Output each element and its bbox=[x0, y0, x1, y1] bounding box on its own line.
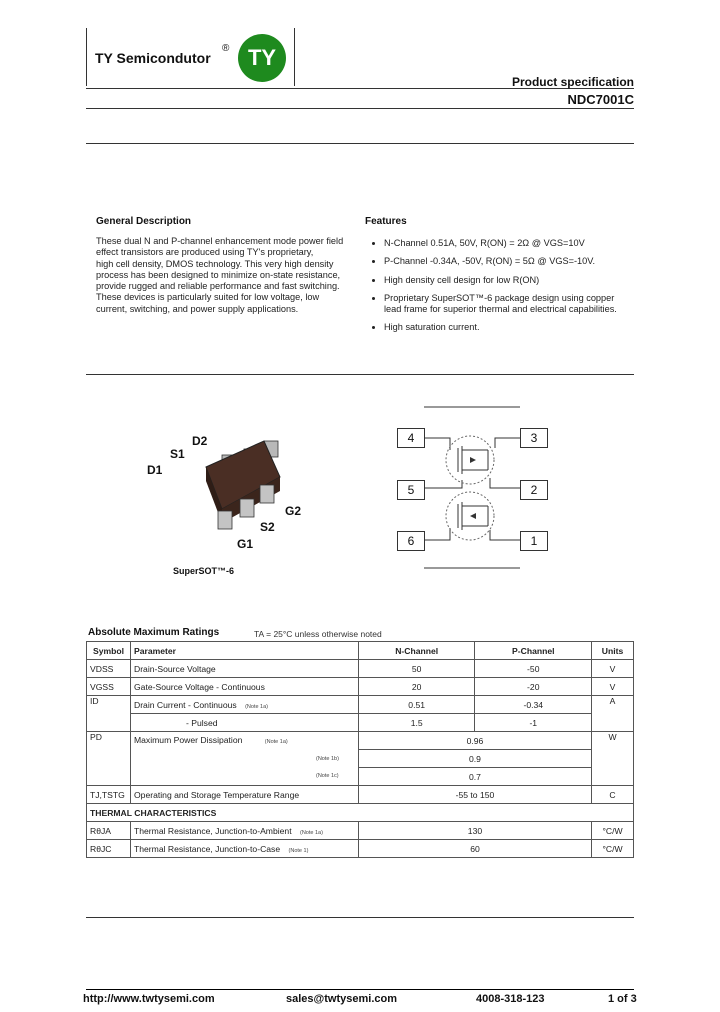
param-cell: Gate-Source Voltage - Continuous bbox=[130, 678, 358, 696]
symbol-cell: RθJC bbox=[87, 840, 131, 858]
desc-line: current, switching, and power supply applications. bbox=[96, 303, 299, 314]
part-number: NDC7001C bbox=[567, 92, 634, 107]
thermal-value: 60 bbox=[358, 840, 591, 858]
feature-item: • P-Channel -0.34A, -50V, R(ON) = 5Ω @ VGS=-10V. bbox=[384, 256, 634, 267]
symbol-cell: ID bbox=[87, 696, 131, 732]
schematic-pin-2: 2 bbox=[520, 480, 548, 500]
pd-note-line bbox=[134, 749, 355, 766]
package-pin bbox=[218, 511, 232, 529]
thermal-value: 130 bbox=[358, 822, 591, 840]
param-cell bbox=[130, 732, 358, 786]
note-ref: (Note 1a) bbox=[300, 829, 323, 836]
package-pin bbox=[260, 485, 274, 503]
col-p-channel: P-Channel bbox=[475, 642, 592, 660]
symbol-cell: VGSS bbox=[87, 678, 131, 696]
table-row bbox=[87, 678, 634, 696]
table-row bbox=[87, 822, 634, 840]
desc-line: provide rugged and reliable performance and fast switching. bbox=[96, 281, 340, 292]
col-n-channel: N-Channel bbox=[358, 642, 475, 660]
param-text: Thermal Resistance, Junction-to-Case bbox=[133, 843, 281, 854]
feature-item: • Proprietary SuperSOT™-6 package design using copper lead frame for superior thermal and electrical capabilities. bbox=[384, 293, 634, 316]
feature-item: • High density cell design for low R(ON) bbox=[384, 275, 634, 286]
unit-cell: V bbox=[592, 660, 634, 678]
desc-line: These devices is particularly suited for low voltage, low bbox=[96, 292, 320, 303]
table-row bbox=[87, 732, 634, 750]
param-cell: Drain-Source Voltage bbox=[130, 660, 358, 678]
pd-note-line bbox=[134, 766, 355, 783]
header-rule-bottom bbox=[86, 108, 634, 109]
pin-label-d1: D1 bbox=[147, 463, 163, 477]
col-units: Units bbox=[592, 642, 634, 660]
col-parameter: Parameter bbox=[130, 642, 358, 660]
pin-label-g1: G1 bbox=[237, 537, 254, 551]
note-ref: (Note 1) bbox=[288, 847, 309, 854]
footer-phone: 4008-318-123 bbox=[476, 993, 545, 1005]
tj-value: -55 to 150 bbox=[358, 786, 591, 804]
footer-email-link[interactable]: sales@twtysemi.com bbox=[286, 993, 397, 1005]
features-title: Features bbox=[365, 216, 407, 227]
schematic-pin-6: 6 bbox=[397, 531, 425, 551]
header-rule-vertical-right bbox=[294, 28, 295, 86]
thermal-title: THERMAL CHARACTERISTICS bbox=[87, 804, 634, 822]
schematic-pin-1: 1 bbox=[520, 531, 548, 551]
doc-type: Product specification bbox=[511, 75, 634, 89]
unit-cell: A bbox=[592, 696, 634, 732]
pd-value: 0.7 bbox=[358, 768, 591, 786]
desc-line: process has been designed to minimize on-state resistance, bbox=[96, 269, 341, 280]
pd-value: 0.96 bbox=[358, 732, 591, 750]
pd-value: 0.9 bbox=[358, 750, 591, 768]
footer-page-number: 1 of 3 bbox=[608, 993, 637, 1005]
col-symbol: Symbol bbox=[87, 642, 131, 660]
note-ref: (Note 1c) bbox=[315, 773, 339, 779]
p-value: -20 bbox=[475, 678, 592, 696]
unit-cell: V bbox=[592, 678, 634, 696]
table-row bbox=[87, 660, 634, 678]
p-value: -0.34 bbox=[475, 696, 592, 714]
ratings-title: Absolute Maximum Ratings bbox=[88, 627, 220, 638]
table-row bbox=[87, 786, 634, 804]
unit-cell: W bbox=[592, 732, 634, 786]
package-name: SuperSOT™-6 bbox=[173, 566, 235, 576]
desc-line: effect transistors are produced using TY's proprietary, bbox=[96, 247, 314, 258]
features-list bbox=[368, 238, 634, 341]
symbol-cell: PD bbox=[87, 732, 131, 786]
footer-rule bbox=[86, 989, 634, 990]
thermal-title-row bbox=[87, 804, 634, 822]
pin-label-s1: S1 bbox=[170, 447, 185, 461]
n-value: 20 bbox=[358, 678, 475, 696]
unit-cell: °C/W bbox=[592, 840, 634, 858]
registered-mark: ® bbox=[222, 43, 230, 54]
table-row bbox=[87, 696, 634, 714]
footer-website-link[interactable]: http://www.twtysemi.com bbox=[83, 993, 215, 1005]
table-row bbox=[87, 714, 634, 732]
note-ref: (Note 1b) bbox=[315, 756, 339, 762]
general-description-body bbox=[96, 236, 346, 315]
section-rule-1 bbox=[86, 143, 634, 144]
pin-label-d2: D2 bbox=[192, 434, 208, 448]
param-text: Drain Current - Continuous bbox=[133, 699, 237, 710]
pin-label-g2: G2 bbox=[285, 504, 302, 518]
p-value: -50 bbox=[475, 660, 592, 678]
param-cell: - Pulsed bbox=[130, 714, 358, 732]
n-value: 0.51 bbox=[358, 696, 475, 714]
pd-param-line bbox=[134, 732, 355, 749]
package-drawing bbox=[140, 425, 320, 555]
symbol-cell: TJ,TSTG bbox=[87, 786, 131, 804]
ratings-table bbox=[86, 641, 634, 858]
company-name: TY Semicondutor bbox=[95, 50, 211, 66]
n-value: 50 bbox=[358, 660, 475, 678]
ratings-condition: TA = 25°C unless otherwise noted bbox=[254, 629, 382, 639]
symbol-cell: RθJA bbox=[87, 822, 131, 840]
feature-item: • N-Channel 0.51A, 50V, R(ON) = 2Ω @ VGS=10V bbox=[384, 238, 634, 249]
schematic-pin-4: 4 bbox=[397, 428, 425, 448]
p-value: -1 bbox=[475, 714, 592, 732]
table-header-row bbox=[87, 642, 634, 660]
param-text: Thermal Resistance, Junction-to-Ambient bbox=[133, 825, 292, 836]
n-value: 1.5 bbox=[358, 714, 475, 732]
desc-line: high cell density, DMOS technology. This very high density bbox=[96, 258, 334, 269]
section-rule-3 bbox=[86, 917, 634, 918]
company-logo: TY bbox=[238, 34, 286, 82]
unit-cell: °C/W bbox=[592, 822, 634, 840]
section-rule-2 bbox=[86, 374, 634, 375]
param-cell bbox=[130, 822, 358, 840]
feature-item: • High saturation current. bbox=[384, 322, 634, 333]
schematic-pin-5: 5 bbox=[397, 480, 425, 500]
param-text: Maximum Power Dissipation bbox=[133, 735, 243, 745]
note-ref: (Note 1a) bbox=[245, 703, 269, 710]
note-ref: (Note 1a) bbox=[264, 739, 288, 745]
pin-label-s2: S2 bbox=[260, 520, 275, 534]
param-cell bbox=[130, 840, 358, 858]
schematic-pin-3: 3 bbox=[520, 428, 548, 448]
package-pin bbox=[240, 499, 254, 517]
general-description-title: General Description bbox=[96, 216, 192, 227]
unit-cell: C bbox=[592, 786, 634, 804]
symbol-cell: VDSS bbox=[87, 660, 131, 678]
header-rule-vertical bbox=[86, 28, 87, 86]
table-row bbox=[87, 840, 634, 858]
param-cell bbox=[130, 696, 358, 714]
param-cell: Operating and Storage Temperature Range bbox=[130, 786, 358, 804]
desc-line: These dual N and P-channel enhancement mode power field bbox=[96, 236, 344, 246]
